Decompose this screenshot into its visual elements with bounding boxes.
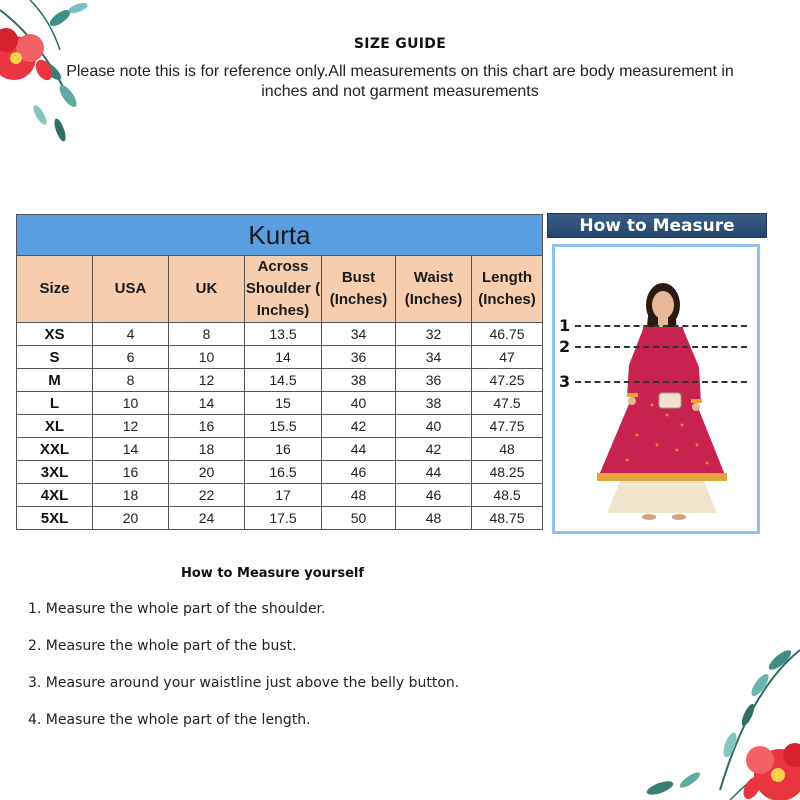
bust-guide-line [575,346,747,348]
table-cell: 48.5 [472,484,543,507]
size-cell: S [17,346,93,369]
table-cell: 47.25 [472,369,543,392]
table-cell: 47 [472,346,543,369]
table-cell: 46.75 [472,323,543,346]
table-cell: 24 [169,507,245,530]
table-cell: 20 [93,507,169,530]
table-cell: 18 [169,438,245,461]
table-cell: 48 [472,438,543,461]
table-cell: 14 [245,346,322,369]
table-row [17,484,543,507]
table-cell: 22 [169,484,245,507]
table-cell: 15.5 [245,415,322,438]
table-cell: 16 [93,461,169,484]
instructions-title: How to Measure yourself [180,566,365,581]
table-cell: 40 [322,392,396,415]
size-chart-table [16,214,543,530]
table-cell: 47.5 [472,392,543,415]
table-row [17,438,543,461]
column-header-size: Size [17,256,93,323]
size-cell: 5XL [17,507,93,530]
table-row [17,346,543,369]
how-to-measure-panel [552,244,760,534]
instruction-step: 1. Measure the whole part of the shoulder. [28,601,326,617]
table-cell: 36 [322,346,396,369]
table-cell: 50 [322,507,396,530]
table-cell: 42 [396,438,472,461]
table-cell: 12 [93,415,169,438]
table-cell: 14.5 [245,369,322,392]
table-cell: 46 [396,484,472,507]
table-cell: 6 [93,346,169,369]
page-title: SIZE GUIDE [353,36,447,52]
table-cell: 44 [396,461,472,484]
table-cell: 8 [169,323,245,346]
size-cell: XXL [17,438,93,461]
table-cell: 42 [322,415,396,438]
table-cell: 36 [396,369,472,392]
table-cell: 34 [322,323,396,346]
table-row [17,369,543,392]
waist-guide-line [575,381,747,383]
table-cell: 10 [93,392,169,415]
floral-corner-bottom-right-icon [630,630,800,800]
table-cell: 32 [396,323,472,346]
table-cell: 46 [322,461,396,484]
table-cell: 10 [169,346,245,369]
table-cell: 38 [322,369,396,392]
size-cell: XL [17,415,93,438]
table-title: Kurta [17,215,543,256]
table-cell: 13.5 [245,323,322,346]
column-header-waist: Waist (Inches) [396,256,472,323]
table-cell: 16 [245,438,322,461]
size-cell: XS [17,323,93,346]
table-cell: 48.25 [472,461,543,484]
table-cell: 48.75 [472,507,543,530]
table-cell: 48 [396,507,472,530]
table-header-row [17,256,543,323]
table-cell: 40 [396,415,472,438]
table-cell: 4 [93,323,169,346]
table-cell: 17.5 [245,507,322,530]
table-cell: 14 [169,392,245,415]
table-cell: 16.5 [245,461,322,484]
table-cell: 34 [396,346,472,369]
table-row [17,415,543,438]
table-cell: 20 [169,461,245,484]
table-cell: 12 [169,369,245,392]
table-cell: 38 [396,392,472,415]
instructions-list [28,600,459,748]
reference-note: Please note this is for reference only.All measurements on this chart are body measurement in inches and not garment measurements [66,63,734,100]
instruction-step: 4. Measure the whole part of the length. [28,712,311,728]
column-header-across-shoulder: Across Shoulder ( Inches) [245,256,322,323]
column-header-usa: USA [93,256,169,323]
size-cell: 3XL [17,461,93,484]
measure-marker-1: 1 [559,316,571,335]
measure-marker-2: 2 [559,337,571,356]
how-to-measure-header: How to Measure [547,213,767,238]
table-cell: 8 [93,369,169,392]
table-row [17,507,543,530]
table-cell: 15 [245,392,322,415]
shoulder-guide-line [575,325,747,327]
table-cell: 44 [322,438,396,461]
table-cell: 17 [245,484,322,507]
table-cell: 14 [93,438,169,461]
instruction-step: 3. Measure around your waistline just above the belly button. [28,675,460,691]
table-row [17,323,543,346]
kurta-model-illustration [567,275,747,530]
instruction-step: 2. Measure the whole part of the bust. [28,638,297,654]
table-cell: 18 [93,484,169,507]
measure-marker-3: 3 [559,372,571,391]
table-cell: 47.75 [472,415,543,438]
table-cell: 16 [169,415,245,438]
table-row [17,392,543,415]
table-cell: 48 [322,484,396,507]
size-cell: M [17,369,93,392]
column-header-uk: UK [169,256,245,323]
size-cell: 4XL [17,484,93,507]
size-cell: L [17,392,93,415]
table-row [17,461,543,484]
column-header-bust: Bust (Inches) [322,256,396,323]
column-header-length: Length (Inches) [472,256,543,323]
